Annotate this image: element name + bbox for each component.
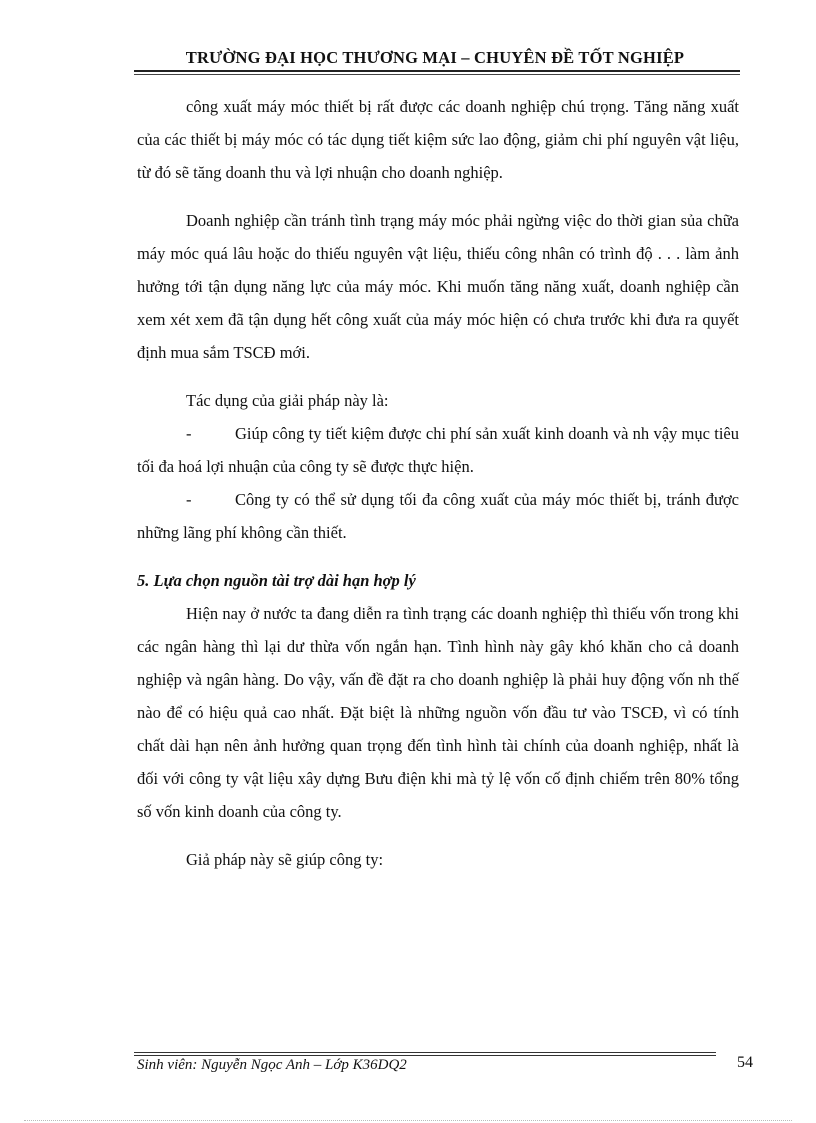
paragraph-5: Giả pháp này sẽ giúp công ty:: [186, 850, 384, 869]
bullet-text-2: Công ty có thể sử dụng tối đa công xuất của máy móc thiết bị, tránh được những lãng phí không cần thiết.: [137, 490, 739, 542]
bullet-dash: -: [186, 424, 192, 443]
section-heading-5: 5. Lựa chọn nguồn tài trợ dài hạn hợp lý: [137, 571, 416, 590]
paragraph-1: công xuất máy móc thiết bị rất được các doanh nghiệp chú trọng. Tăng năng xuất của các thiết bị máy móc có tác dụng tiết kiệm sức lao động, giảm chi phí nguyên vật liệu, từ đó sẽ tăng doanh thu và lợi nhuận cho doanh nghiệp.: [137, 97, 739, 182]
header-rule-thick: [134, 70, 740, 72]
body-text: [137, 90, 739, 876]
bullet-dash: -: [186, 490, 192, 509]
footer-rule-bottom: [134, 1055, 716, 1056]
paragraph-4: Hiện nay ở nước ta đang diễn ra tình trạng các doanh nghiệp thì thiếu vốn trong khi các ngân hàng thì lại dư thừa vốn ngắn hạn. Tình hình này gây khó khăn cho cả doanh nghiệp và ngân hàng. Do vậy, vấn đề đặt ra cho doanh nghiệp là phải huy động vốn nh thế nào để có hiệu quả cao nhất. Đặt biệt là những nguồn vốn đầu tư vào TSCĐ, vì có tính chất dài hạn nên ảnh hưởng quan trọng đến tình hình tài chính của doanh nghiệp, nhất là đối với công ty vật liệu xây dựng Bưu điện khi mà tỷ lệ vốn cố định chiếm trên 80% tổng số vốn kinh doanh của công ty.: [137, 604, 739, 821]
page-number: 54: [737, 1054, 753, 1071]
footer-rule-top: [134, 1052, 716, 1053]
paragraph-2: Doanh nghiệp cần tránh tình trạng máy móc phải ngừng việc do thời gian sủa chữa máy móc quá lâu hoặc do thiếu nguyên vật liệu, thiếu công nhân có trình độ . . . làm ảnh hưởng tới tận dụng năng lực của máy móc. Khi muốn tăng năng xuất, doanh nghiệp cần xem xét xem đã tận dụng hết công xuất của máy móc hiện có chưa trước khi đưa ra quyết định mua sắm TSCĐ mới.: [137, 211, 739, 362]
footer-student-info: Sinh viên: Nguyễn Ngọc Anh – Lớp K36DQ2: [137, 1057, 407, 1073]
bullet-item-2: [137, 483, 739, 549]
paragraph-3: Tác dụng của giải pháp này là:: [186, 391, 389, 410]
page-bottom-dotted-border: [24, 1120, 792, 1121]
bullet-item-1: [137, 417, 739, 483]
header-rule-thin: [134, 74, 740, 75]
page-header-title: TRƯỜNG ĐẠI HỌC THƯƠNG MẠI – CHUYÊN ĐỀ TỐT NGHIỆP: [185, 48, 685, 67]
bullet-text-1: Giúp công ty tiết kiệm được chi phí sản xuất kinh doanh và nh vậy mục tiêu tối đa hoá lợi nhuận của công ty sẽ được thực hiện.: [137, 424, 739, 476]
